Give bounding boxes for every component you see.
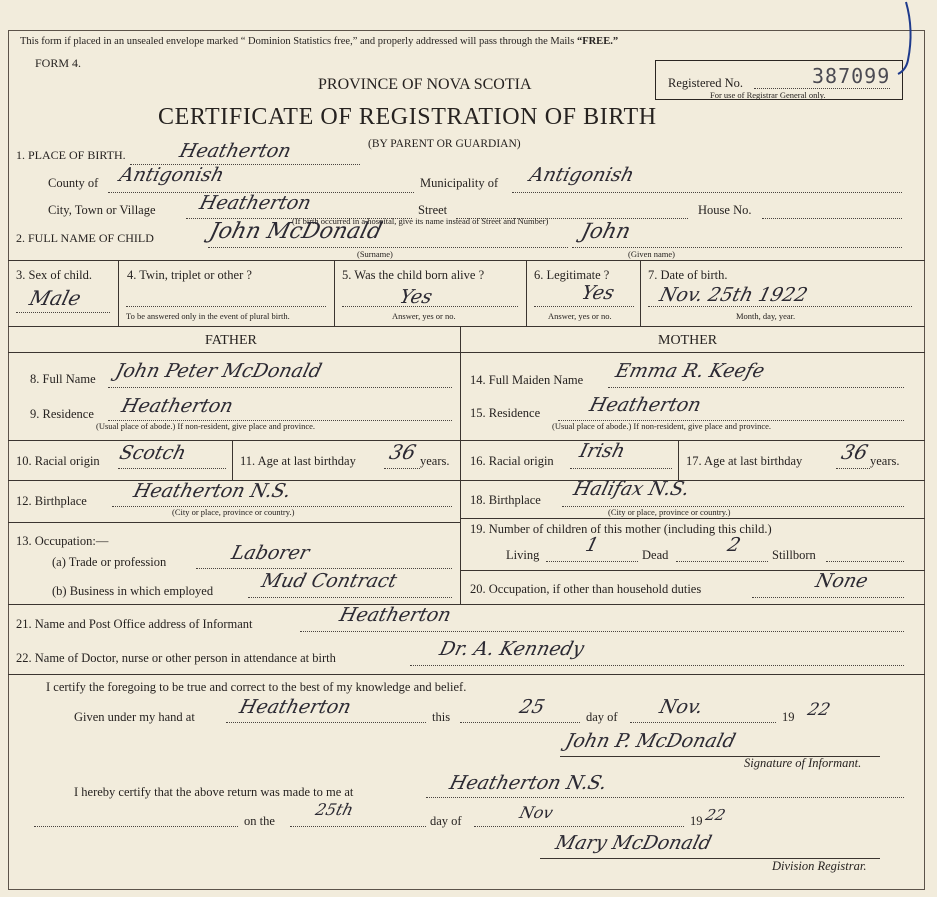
- mail-notice: [20, 36, 618, 47]
- father-age-suffix: years.: [420, 454, 450, 468]
- place-of-birth-value: Heatherton: [177, 140, 294, 162]
- mother-birthplace-label: 18. Birthplace: [470, 493, 541, 507]
- mail-notice-text: This form if placed in an unsealed envelope marked “ Dominion Statistics free,” and properly addressed will pass through the Mails: [20, 36, 575, 47]
- father-age-label: 11. Age at last birthday: [240, 454, 356, 468]
- date-of-birth-label: 7. Date of birth.: [648, 268, 728, 282]
- on-the-label: on the: [244, 814, 275, 828]
- city-label: City, Town or Village: [48, 203, 156, 217]
- living-label: Living: [506, 548, 540, 562]
- registrar-month-value: Nov: [517, 803, 556, 822]
- sex-value: Male: [27, 286, 84, 310]
- father-birthplace-note: (City or place, province or country.): [172, 507, 295, 517]
- twin-label: 4. Twin, triplet or other ?: [127, 268, 252, 282]
- given-under-label: Given under my hand at: [74, 710, 195, 724]
- born-alive-label: 5. Was the child born alive ?: [342, 268, 485, 282]
- mother-birthplace-note: (City or place, province or country.): [608, 507, 731, 517]
- county-label: County of: [48, 176, 99, 190]
- child-name-label: 2. FULL NAME OF CHILD: [16, 231, 154, 245]
- city-value: Heatherton: [197, 192, 314, 214]
- living-value: 1: [583, 534, 601, 556]
- given-month-value: Nov.: [657, 696, 706, 718]
- mother-residence-value: Heatherton: [587, 394, 704, 416]
- county-value: Antigonish: [117, 164, 227, 186]
- given-day-value: 25: [517, 696, 547, 718]
- business-value: Mud Contract: [259, 570, 400, 592]
- father-age-value: 36: [387, 440, 419, 464]
- trade-value: Laborer: [229, 542, 312, 564]
- dead-label: Dead: [642, 548, 669, 562]
- registrar-year-value: 22: [703, 806, 728, 824]
- attendant-value: Dr. A. Kennedy: [437, 638, 587, 660]
- sex-label: 3. Sex of child.: [16, 268, 93, 282]
- father-residence-note: (Usual place of abode.) If non-resident, give place and province.: [96, 421, 316, 431]
- pen-mark: [892, 0, 922, 80]
- mother-heading: MOTHER: [658, 333, 718, 348]
- street-label: Street: [418, 203, 448, 217]
- given-year-value: 22: [805, 700, 833, 720]
- registered-number: 387099: [812, 64, 891, 88]
- born-alive-value: Yes: [397, 286, 435, 308]
- father-residence-value: Heatherton: [119, 395, 236, 417]
- mother-age-value: 36: [839, 440, 871, 464]
- registrar-signature: Mary McDonald: [553, 832, 714, 854]
- mother-racial-label: 16. Racial origin: [470, 454, 554, 468]
- father-birthplace-label: 12. Birthplace: [16, 494, 87, 508]
- father-racial-value: Scotch: [117, 442, 189, 464]
- informant-address-label: 21. Name and Post Office address of Informant: [16, 617, 253, 631]
- stillborn-label: Stillborn: [772, 548, 816, 562]
- registrar-day-of-label: day of: [430, 814, 462, 828]
- legitimate-value: Yes: [579, 282, 617, 304]
- father-heading: FATHER: [205, 333, 257, 348]
- father-residence-label: 9. Residence: [30, 407, 94, 421]
- certify-statement: I certify the foregoing to be true and correct to the best of my knowledge and belief.: [46, 680, 467, 694]
- registered-note: For use of Registrar General only.: [710, 90, 826, 100]
- mother-name-label: 14. Full Maiden Name: [470, 373, 584, 387]
- house-number-label: House No.: [698, 203, 752, 217]
- mother-age-label: 17. Age at last birthday: [686, 454, 803, 468]
- date-of-birth-value: Nov. 25th 1922: [657, 284, 810, 306]
- certificate-title: CERTIFICATE OF REGISTRATION OF BIRTH: [158, 104, 657, 130]
- mother-residence-label: 15. Residence: [470, 406, 541, 420]
- form-number: FORM 4.: [35, 56, 82, 70]
- this-label: this: [432, 710, 451, 724]
- given-place-value: Heatherton: [237, 696, 354, 718]
- province-heading: PROVINCE OF NOVA SCOTIA: [318, 76, 532, 93]
- year-prefix: 19: [782, 710, 795, 724]
- attendant-label: 22. Name of Doctor, nurse or other person in attendance at birth: [16, 651, 336, 665]
- registrar-caption: Division Registrar.: [772, 859, 867, 873]
- mother-racial-value: Irish: [577, 440, 628, 462]
- father-name-label: 8. Full Name: [30, 372, 96, 386]
- trade-label: (a) Trade or profession: [52, 555, 167, 569]
- day-of-label: day of: [586, 710, 618, 724]
- registrar-place-value: Heatherton N.S.: [447, 772, 610, 794]
- street-note: (If birth occurred in a hospital, give its name instead of Street and Number): [292, 216, 549, 226]
- business-label: (b) Business in which employed: [52, 584, 214, 598]
- informant-signature-caption: Signature of Informant.: [744, 756, 862, 770]
- date-of-birth-note: Month, day, year.: [736, 311, 796, 321]
- father-name-value: John Peter McDonald: [113, 360, 325, 382]
- registrar-year-prefix: 19: [690, 814, 703, 828]
- legitimate-note: Answer, yes or no.: [548, 311, 612, 321]
- father-racial-label: 10. Racial origin: [16, 454, 100, 468]
- place-of-birth-label: 1. PLACE OF BIRTH.: [16, 148, 126, 162]
- born-alive-note: Answer, yes or no.: [392, 311, 456, 321]
- surname-caption: (Surname): [357, 249, 393, 259]
- children-count-label: 19. Number of children of this mother (including this child.): [470, 522, 772, 536]
- occupation-label: 13. Occupation:—: [16, 534, 109, 548]
- child-given-value: John: [579, 219, 634, 243]
- registrar-day-value: 25th: [313, 800, 356, 819]
- certificate-subtitle: (BY PARENT OR GUARDIAN): [368, 138, 521, 150]
- informant-address-value: Heatherton: [337, 604, 454, 626]
- legitimate-label: 6. Legitimate ?: [534, 268, 610, 282]
- mother-residence-note: (Usual place of abode.) If non-resident, give place and province.: [552, 421, 772, 431]
- municipality-value: Antigonish: [527, 164, 637, 186]
- dead-value: 2: [725, 534, 743, 556]
- free-label: “FREE.”: [576, 36, 619, 47]
- mother-occupation-value: None: [813, 570, 871, 592]
- registered-label: Registered No.: [668, 76, 743, 90]
- given-name-caption: (Given name): [628, 249, 675, 259]
- child-surname-value: John McDonald: [206, 219, 385, 244]
- mother-occupation-label: 20. Occupation, if other than household duties: [470, 582, 702, 596]
- registrar-statement: I hereby certify that the above return was made to me at: [74, 785, 354, 799]
- father-birthplace-value: Heatherton N.S.: [131, 480, 294, 502]
- informant-signature: John P. McDonald: [563, 730, 738, 752]
- municipality-label: Municipality of: [420, 176, 499, 190]
- twin-note: To be answered only in the event of plural birth.: [126, 311, 290, 321]
- mother-name-value: Emma R. Keefe: [613, 360, 767, 382]
- mother-age-suffix: years.: [870, 454, 900, 468]
- mother-birthplace-value: Halifax N.S.: [571, 478, 692, 500]
